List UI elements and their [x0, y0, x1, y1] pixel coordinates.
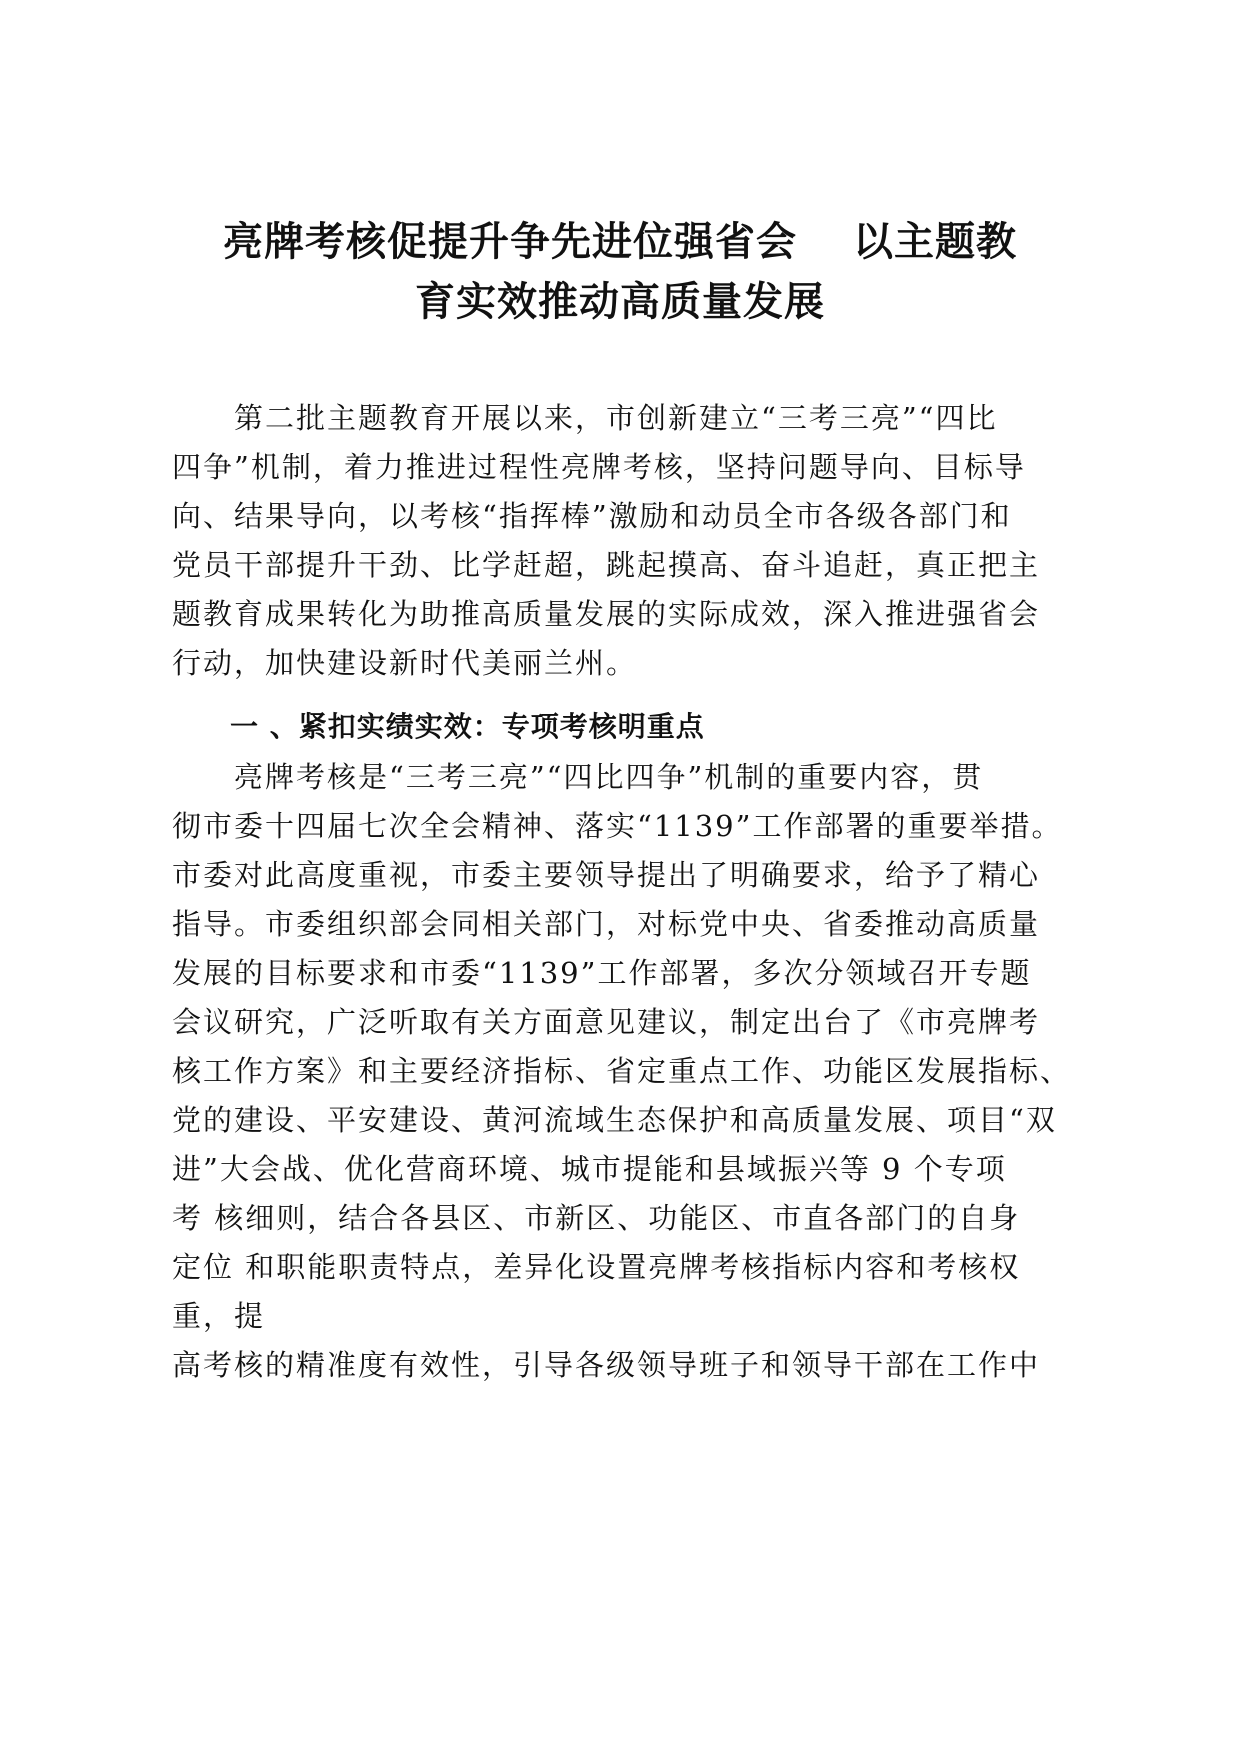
paragraph-line: 党员干部提升干劲、比学赶超，跳起摸高、奋斗追赶，真正把主	[172, 548, 1041, 582]
paragraph-line: 定位 和职能职责特点，差异化设置亮牌考核指标内容和考核权	[172, 1250, 1021, 1284]
paragraph-line: 考 核细则，结合各县区、市新区、功能区、市直各部门的自身	[172, 1201, 1021, 1235]
paragraph-line: 第二批主题教育开展以来，市创新建立“三考三亮”“四比	[172, 401, 998, 435]
paragraph-line: 高考核的精准度有效性，引导各级领导班子和领导干部在工作中	[172, 1348, 1041, 1382]
paragraph-line: 进”大会战、优化营商环境、城市提能和县域振兴等 9 个专项	[172, 1152, 1007, 1186]
section-heading-1: 一 、紧扣实绩实效：专项考核明重点	[230, 710, 705, 743]
paragraph-line: 市委对此高度重视，市委主要领导提出了明确要求，给予了精心	[172, 858, 1041, 892]
title-line-2: 育实效推动高质量发展	[415, 279, 825, 325]
paragraph-line: 四争”机制，着力推进过程性亮牌考核，坚持问题导向、目标导	[172, 450, 1026, 484]
intro-paragraph	[172, 394, 1072, 688]
paragraph-line: 党的建设、平安建设、黄河流域生态保护和高质量发展、项目“双	[172, 1103, 1057, 1137]
paragraph-line: 题教育成果转化为助推高质量发展的实际成效，深入推进强省会	[172, 597, 1041, 631]
paragraph-line: 行动，加快建设新时代美丽兰州。	[172, 646, 638, 680]
document-title	[160, 212, 1080, 332]
paragraph-line: 发展的目标要求和市委“1139”工作部署，多次分领域召开专题	[172, 956, 1032, 990]
paragraph-line: 会议研究，广泛听取有关方面意见建议，制定出台了《市亮牌考	[172, 1005, 1041, 1039]
paragraph-line: 指导。市委组织部会同相关部门，对标党中央、省委推动高质量	[172, 907, 1041, 941]
paragraph-line: 重，提	[172, 1299, 266, 1333]
section-1-paragraph	[172, 753, 1072, 1390]
paragraph-line: 核工作方案》和主要经济指标、省定重点工作、功能区发展指标、	[172, 1054, 1072, 1088]
paragraph-line: 彻市委十四届七次全会精神、落实“1139”工作部署的重要举措。	[172, 809, 1063, 843]
title-line-1: 亮牌考核促提升争先进位强省会 以主题教	[223, 219, 1017, 265]
paragraph-line: 向、结果导向，以考核“指挥棒”激励和动员全市各级各部门和	[172, 499, 1012, 533]
paragraph-line: 亮牌考核是“三考三亮”“四比四争”机制的重要内容，贯	[172, 760, 984, 794]
